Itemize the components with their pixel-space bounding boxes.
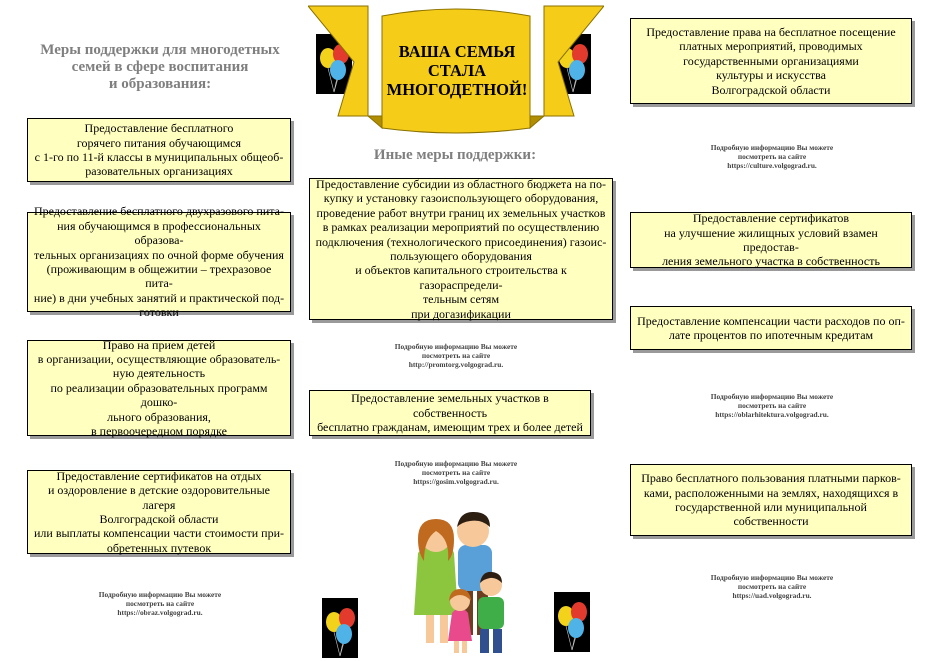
right-info-note-1: Подробную информацию Вы можете посмотреть на сайте https://culture.volgograd.ru. <box>710 143 834 170</box>
center-info-note-2: Подробную информацию Вы можете посмотреть на сайте https://gosim.volgograd.ru. <box>394 459 518 486</box>
family-illustration <box>400 505 525 657</box>
center-box-gas-subsidy: Предоставление субсидии из областного бюджета на по- купку и установку газоиспользующего оборудования, проведение работ внутри границ их земельных участков в рамках реализации мероприятий по осуществлению подключения (технологического присоединения) газоис- пользующего оборудования и объектов капитального строительства к газораспредели- тельным сетям при догазификации <box>309 178 613 320</box>
center-info-note-1: Подробную информацию Вы можете посмотреть на сайте http://promtorg.volgograd.ru. <box>394 342 518 369</box>
family-icon <box>400 505 525 657</box>
right-box-culture-visits: Предоставление права на бесплатное посещение платных мероприятий, проводимых государственными организациями культуры и искусства Волгоградской области <box>630 18 912 104</box>
balloon-card-bottom-left <box>322 598 358 658</box>
left-box-hot-meals: Предоставление бесплатного горячего питания обучающимся с 1-го по 11-й классы в муниципальных общеоб- разовательных организациях <box>27 118 291 182</box>
right-box-free-parking: Право бесплатного пользования платными парков- ками, расположенными на землях, находящихся в государственной или муниципальной собственности <box>630 464 912 536</box>
right-box-mortgage-compensation: Предоставление компенсации части расходов по оп- лате процентов по ипотечным кредитам <box>630 306 912 350</box>
left-box-two-meals: Предоставление бесплатного двухразового пита- ния обучающимся в профессиональных образова- тельных организациях по очной форме обучения (проживающим в общежитии – трехразовое пита- ние) в дни учебных занятий и практической под- готовки <box>27 212 291 312</box>
right-info-note-3: Подробную информацию Вы можете посмотреть на сайте https://uad.volgograd.ru. <box>710 573 834 600</box>
right-info-note-2: Подробную информацию Вы можете посмотреть на сайте https://oblarhitektura.volgograd.ru. <box>710 392 834 419</box>
left-box-preschool: Право на прием детей в организации, осуществляющие образователь- ную деятельность по реализации образовательных программ дошко- льного образования, в первоочередном порядке <box>27 340 291 436</box>
center-heading: Иные меры поддержки: <box>373 147 537 163</box>
right-box-housing-certificates: Предоставление сертификатов на улучшение жилищных условий взамен предостав- ления земельного участка в собственность <box>630 212 912 268</box>
left-heading: Меры поддержки для многодетных семей в сфере воспитания и образования: <box>40 42 280 92</box>
banner <box>308 4 604 140</box>
center-box-land-plots: Предоставление земельных участков в собственность бесплатно гражданам, имеющим трех и более детей <box>309 390 591 436</box>
balloons-icon <box>322 598 358 658</box>
balloon-card-bottom-right <box>554 592 590 652</box>
left-info-note: Подробную информацию Вы можете посмотреть на сайте https://obraz.volgograd.ru. <box>98 590 222 617</box>
banner-text: ВАША СЕМЬЯ СТАЛА МНОГОДЕТНОЙ! <box>386 42 528 99</box>
balloons-icon <box>554 592 590 652</box>
left-box-camp-certificates: Предоставление сертификатов на отдых и оздоровление в детские оздоровительные лагеря Волгоградской области или выплаты компенсации части стоимости при- обретенных путевок <box>27 470 291 554</box>
